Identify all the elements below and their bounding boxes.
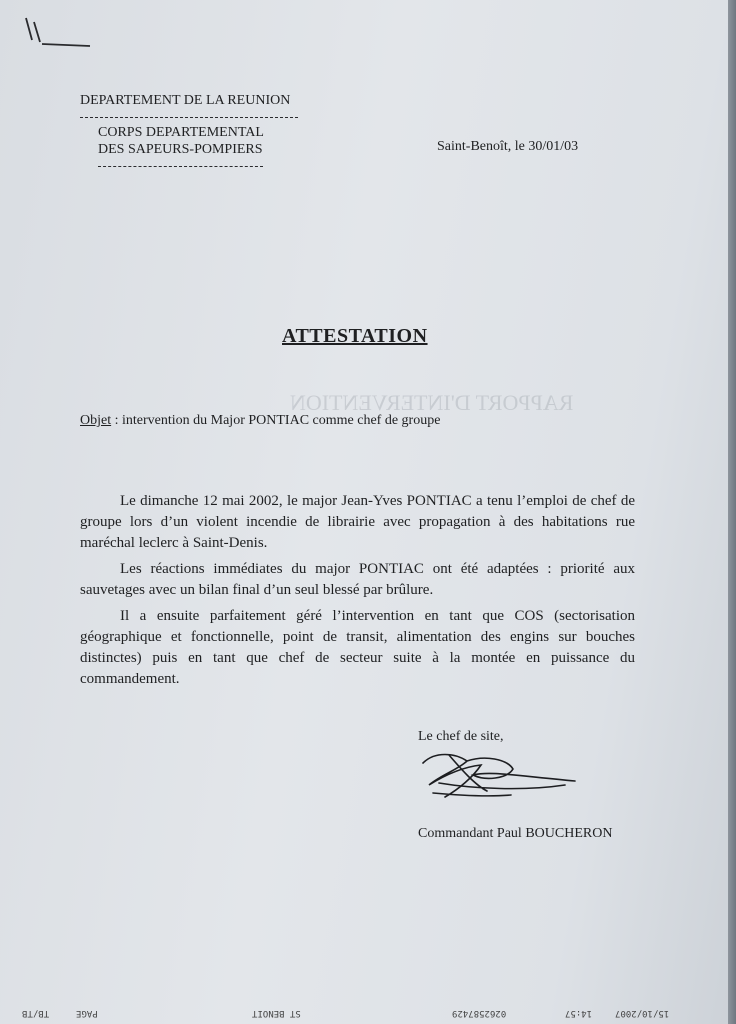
fax-footer-3: ST BENOIT xyxy=(252,1008,301,1018)
document-title: ATTESTATION xyxy=(282,325,428,347)
bleed-through-text: RAPPORT D'INTERVENTION xyxy=(290,390,574,415)
body-paragraph-2 xyxy=(80,559,635,601)
fax-footer-4: 0262587429 xyxy=(452,1008,507,1018)
place-date: Saint-Benoît, le 30/01/03 xyxy=(437,139,579,154)
paragraph-text: Le dimanche 12 mai 2002, le major Jean-Yves PONTIAC a tenu l’emploi de chef de groupe lors d’un violent incendie de librairie avec propagation à des habitations rue maréchal leclerc à Saint-Denis. xyxy=(80,493,635,551)
fax-footer-5: 14:57 xyxy=(565,1008,593,1018)
signature-closing: Le chef de site, xyxy=(418,729,504,744)
object-label: Objet xyxy=(80,413,112,428)
fax-footer-1: TB/TB xyxy=(22,1008,50,1018)
paragraph-text: Il a ensuite parfaitement géré l’intervention en tant que COS (sectorisation géographique et fonctionnelle, point de transit, alimentation des engins sur bouches distinctes) puis en tant que chef de secteur suite à la montée en puissance du commandement. xyxy=(80,608,635,687)
corner-mark xyxy=(18,14,98,54)
corps-line-2: DES SAPEURS-POMPIERS xyxy=(98,142,263,157)
fax-footer-2: PAGE xyxy=(76,1008,98,1018)
body-paragraph-1 xyxy=(80,491,635,554)
department-name: DEPARTEMENT DE LA REUNION xyxy=(80,93,291,108)
corps-line-1: CORPS DEPARTEMENTAL xyxy=(98,125,264,140)
object-line xyxy=(80,413,440,429)
header-divider-2 xyxy=(98,166,263,167)
page-edge-shadow xyxy=(728,0,736,1024)
handwritten-signature xyxy=(415,745,590,815)
paragraph-text: Les réactions immédiates du major PONTIAC ont été adaptées : priorité aux sauvetages avec un bilan final d’un seul blessé par brûlure. xyxy=(80,561,635,598)
object-text: : intervention du Major PONTIAC comme chef de groupe xyxy=(111,413,441,428)
fax-footer-6: 15/10/2007 xyxy=(615,1008,670,1018)
header-divider-1 xyxy=(80,117,298,118)
body-paragraph-3 xyxy=(80,606,635,690)
signatory-name: Commandant Paul BOUCHERON xyxy=(418,826,613,841)
